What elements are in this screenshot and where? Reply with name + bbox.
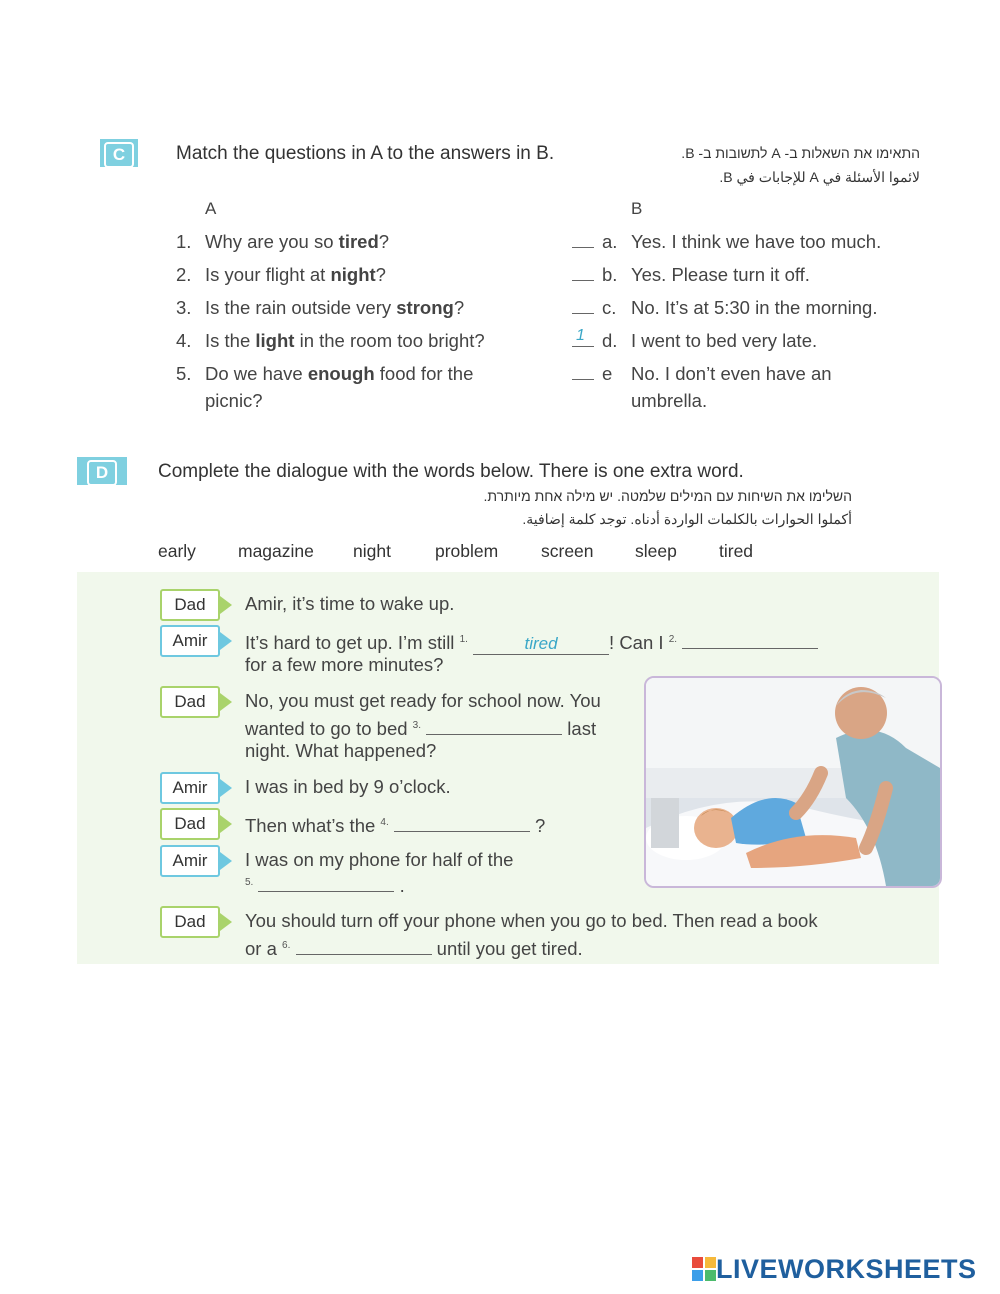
question-number: 1.: [176, 231, 192, 252]
blank-number: 5.: [245, 877, 254, 888]
word-bank-item: sleep: [635, 541, 677, 561]
dialogue-text: last: [567, 718, 597, 740]
blank-3-input[interactable]: [426, 714, 562, 735]
section-d-arabic: أكملوا الحوارات بالكلمات الواردة أدناه. توجد كلمة إضافية.: [522, 511, 852, 527]
question-number: 3.: [176, 297, 192, 318]
answer-text: Yes. Please turn it off.: [631, 264, 810, 285]
answer-item: [572, 261, 810, 288]
question-number: 5.: [176, 363, 192, 384]
dialogue-text: until you get tired.: [436, 938, 583, 960]
answer-letter: e: [602, 363, 613, 384]
dialogue-line: [245, 870, 405, 899]
speaker-tag-amir: Amir: [160, 772, 220, 804]
answer-text: I went to bed very late.: [631, 330, 818, 351]
dialogue-text: It’s hard to get up. I’m still: [245, 632, 455, 654]
dialogue-text: ! Can I: [609, 632, 664, 654]
match-blank[interactable]: [572, 365, 594, 380]
question-number: 4.: [176, 330, 192, 351]
blank-number: 2.: [668, 634, 678, 645]
question-item: [176, 294, 465, 321]
blank-1-input[interactable]: tired: [473, 634, 609, 655]
blank-5-input[interactable]: [258, 871, 394, 892]
speaker-tag-amir: Amir: [160, 625, 220, 657]
word-bank-item: tired: [719, 541, 754, 561]
blank-6-input[interactable]: [296, 934, 432, 955]
dialogue-line: I was on my phone for half of the: [245, 849, 514, 870]
dialogue-text: wanted to go to bed: [245, 718, 408, 740]
bedroom-photo: [644, 676, 942, 888]
blank-number: 4.: [380, 817, 389, 828]
answer-text: No. I don’t even have an: [631, 363, 832, 384]
answer-item: [572, 294, 878, 321]
word-bank-item: magazine: [238, 541, 314, 561]
question-text-end: food for the: [374, 363, 474, 384]
question-item: [176, 261, 386, 288]
dialogue-line: [245, 810, 545, 839]
section-d-letter: D: [87, 460, 117, 486]
dialogue-text: .: [399, 875, 405, 897]
question-text: Is your flight at: [205, 264, 331, 285]
section-d-hebrew: השלימו את השיחות עם המילים שלמטה. יש מילה אחת מיותרת.: [483, 488, 852, 504]
blank-number: 6.: [282, 940, 291, 951]
question-keyword: light: [255, 330, 295, 351]
section-c-title: Match the questions in A to the answers in B.: [176, 143, 555, 164]
column-a-header: A: [205, 199, 217, 218]
blank-number: 3.: [412, 720, 422, 731]
question-item: [176, 228, 390, 255]
question-keyword: tired: [338, 231, 379, 252]
question-text-end: ?: [375, 264, 386, 285]
answer-text: Yes. I think we have too much.: [631, 231, 882, 252]
section-c-arabic: لائموا الأسئلة في A للإجابات في B.: [719, 169, 920, 185]
dialogue-line: I was in bed by 9 o’clock.: [245, 776, 451, 797]
blank-4-input[interactable]: [394, 811, 530, 832]
question-text: Why are you so: [205, 231, 339, 252]
answer-item: [572, 327, 818, 354]
question-keyword: enough: [307, 363, 375, 384]
dialogue-line: night. What happened?: [245, 740, 437, 761]
blank-2-input[interactable]: [682, 628, 818, 649]
dialogue-line: for a few more minutes?: [245, 654, 444, 675]
speaker-tag-dad: Dad: [160, 686, 220, 718]
dialogue-line: Amir, it’s time to wake up.: [245, 593, 455, 614]
dialogue-line: No, you must get ready for school now. You: [245, 690, 601, 711]
speaker-tag-dad: Dad: [160, 808, 220, 840]
question-item: [176, 327, 485, 354]
speaker-tag-amir: Amir: [160, 845, 220, 877]
dialogue-line: [245, 933, 583, 962]
section-c-badge: [100, 139, 138, 167]
dialogue-text: ?: [535, 815, 546, 837]
match-blank[interactable]: [572, 266, 594, 281]
section-d-badge: [77, 457, 127, 485]
match-blank[interactable]: [572, 233, 594, 248]
section-c-hebrew: התאימו את השאלות ב- A לתשובות ב- B.: [681, 145, 920, 161]
question-keyword: strong: [396, 297, 454, 318]
question-text: Do we have: [205, 363, 308, 384]
question-text: Is the: [205, 330, 256, 351]
speaker-tag-dad: Dad: [160, 589, 220, 621]
dialogue-text: Then what’s the: [245, 815, 376, 837]
question-item: [176, 360, 474, 411]
answer-letter: a.: [602, 231, 618, 252]
word-bank-item: problem: [435, 541, 499, 561]
answer-text: No. It’s at 5:30 in the morning.: [631, 297, 878, 318]
liveworksheets-logo-icon: [692, 1257, 716, 1281]
word-bank-item: screen: [541, 541, 594, 561]
blank-number: 1.: [459, 634, 468, 645]
column-b-header: B: [631, 199, 643, 218]
question-text-end: in the room too bright?: [294, 330, 485, 351]
question-number: 2.: [176, 264, 192, 285]
question-text-end: ?: [453, 297, 465, 318]
answer-item: [572, 360, 832, 411]
father-waking-son-image: [646, 678, 940, 886]
answer-letter: b.: [602, 264, 618, 285]
dialogue-line: You should turn off your phone when you go to bed. Then read a book: [245, 910, 818, 931]
liveworksheets-logo[interactable]: [692, 1254, 977, 1288]
question-text-continued: picnic?: [205, 390, 263, 411]
section-c-letter: C: [104, 142, 134, 168]
section-d-title: Complete the dialogue with the words below. There is one extra word.: [158, 461, 744, 482]
match-blank[interactable]: [572, 327, 594, 347]
question-keyword: night: [330, 264, 376, 285]
dialogue-text: or a: [245, 938, 277, 960]
question-text: Is the rain outside very: [205, 297, 397, 318]
match-answer-filled: 1: [576, 327, 585, 344]
match-blank[interactable]: [572, 299, 594, 314]
answer-item: [572, 228, 882, 255]
word-bank-item: night: [353, 541, 391, 561]
answer-letter: c.: [602, 297, 617, 318]
word-bank-item: early: [158, 541, 196, 561]
answer-letter: d.: [602, 330, 618, 351]
answer-text-continued: umbrella.: [631, 390, 708, 411]
speaker-tag-dad: Dad: [160, 906, 220, 938]
logo-text: LIVEWORKSHEETS: [716, 1254, 977, 1284]
question-text-end: ?: [378, 231, 390, 252]
